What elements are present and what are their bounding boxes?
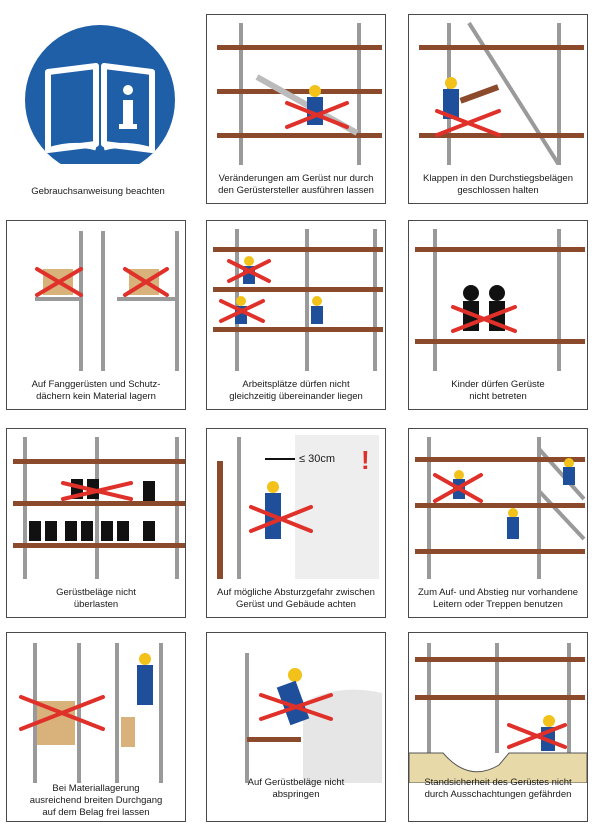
clear-passage-icon [7, 633, 185, 783]
caption: Auf Fanggerüsten und Schutz- dächern kein Material lagern [31, 379, 161, 402]
no-jumping-icon [207, 633, 385, 783]
gap-label: ≤ 30cm [299, 453, 335, 465]
hatch-closed-icon [409, 15, 587, 165]
caption: Auf mögliche Absturzgefahr zwischen Gerüst und Gebäude achten [217, 587, 375, 610]
warning-icon: ! [361, 445, 370, 475]
stacked-workplaces-icon [207, 221, 385, 371]
caption: Zum Auf- und Abstieg nur vorhandene Leitern oder Treppen benutzen [417, 587, 579, 610]
overload-icon [7, 429, 185, 579]
card-stacked-workplaces [206, 220, 386, 410]
card-manual [8, 14, 188, 204]
excavation-icon [409, 633, 587, 783]
caption: Standsicherheit des Gerüstes nicht durch Ausschachtungen gefährden [424, 777, 572, 800]
card-excavation [408, 632, 588, 822]
card-fall-gap [206, 428, 386, 618]
caption: Klappen in den Durchstiegsbelägen geschlossen halten [423, 173, 573, 196]
caption: Auf Gerüstbeläge nicht abspringen [247, 777, 345, 800]
info-book-icon [8, 14, 186, 164]
caption: Bei Materiallagerung ausreichend breiten Durchgang auf dem Belag frei lassen [29, 783, 163, 818]
scaffold-modification-icon [207, 15, 385, 165]
card-scaffold-modification [206, 14, 386, 204]
card-overload [6, 428, 186, 618]
caption: Kinder dürfen Gerüste nicht betreten [451, 379, 545, 402]
caption: Arbeitsplätze dürfen nicht gleichzeitig übereinander liegen [229, 379, 363, 402]
card-catch-scaffold [6, 220, 186, 410]
caption: Veränderungen am Gerüst nur durch den Gerüstersteller ausführen lassen [218, 173, 374, 196]
caption: Gebrauchsanweisung beachten [31, 186, 165, 197]
no-children-icon [409, 221, 587, 371]
catch-scaffold-icon [7, 221, 185, 371]
use-ladders-icon [409, 429, 587, 579]
card-no-jumping [206, 632, 386, 822]
card-clear-passage [6, 632, 186, 822]
caption: Gerüstbeläge nicht überlasten [56, 587, 136, 610]
fall-gap-icon [207, 429, 385, 579]
card-no-children [408, 220, 588, 410]
card-hatch-closed [408, 14, 588, 204]
card-use-ladders [408, 428, 588, 618]
